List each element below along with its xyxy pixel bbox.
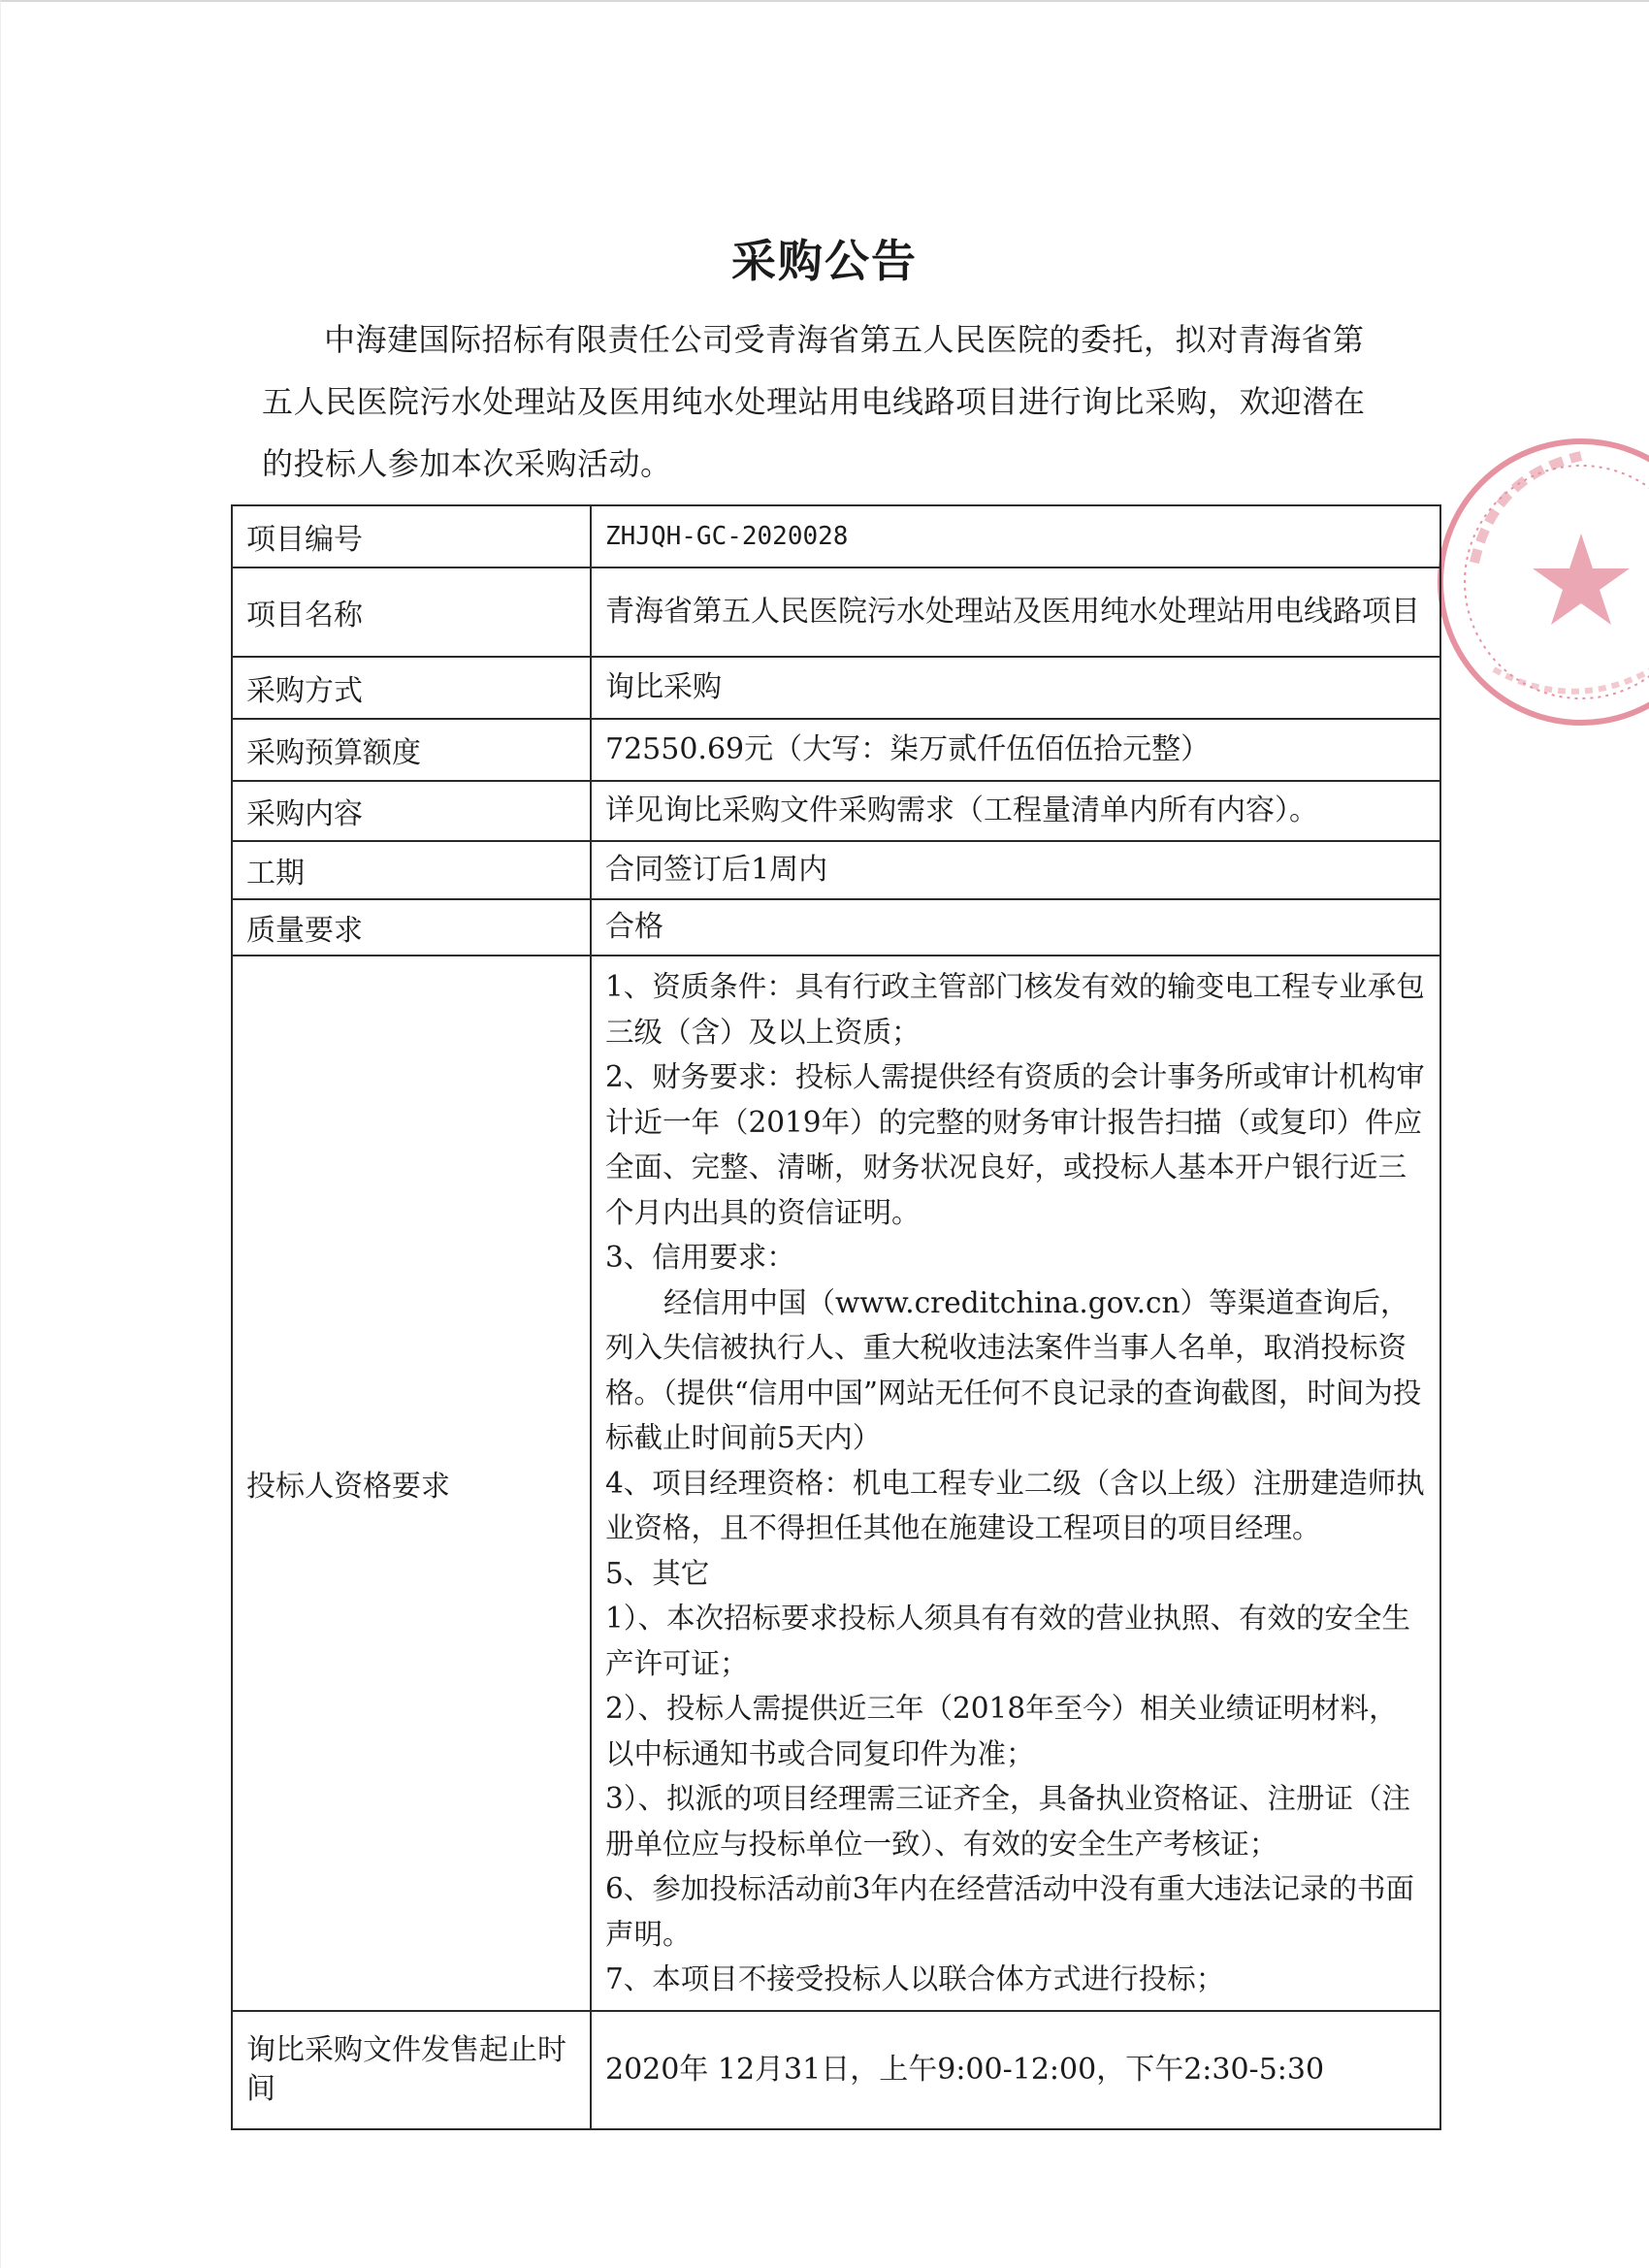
procurement-info-table — [231, 504, 1441, 2130]
row-label: 采购内容 — [232, 781, 591, 841]
requirement-item: 2）、投标人需提供近三年（2018年至今）相关业绩证明材料，以中标通知书或合同复印件为准； — [605, 1692, 1398, 1770]
document-title: 采购公告 — [731, 235, 918, 287]
table-row — [232, 956, 1440, 2011]
row-label: 项目编号 — [232, 505, 591, 567]
requirements-label: 投标人资格要求 — [232, 956, 591, 2011]
requirement-item: 2、财务要求：投标人需提供经有资质的会计事务所或审计机构审计近一年（2019年）的完整的财务审计报告扫描（或复印）件应全面、完整、清晰，财务状况良好，或投标人基本开户银行近三个月内出具的资信证明。 — [605, 1060, 1425, 1229]
row-label: 采购预算额度 — [232, 719, 591, 781]
sale-time-label: 询比采购文件发售起止时间 — [232, 2011, 591, 2129]
requirement-item: 6、参加投标活动前3年内在经营活动中没有重大违法记录的书面声明。 — [605, 1872, 1415, 1951]
table-row — [232, 2011, 1440, 2129]
table-row — [232, 781, 1440, 841]
procurement-content-value: 详见询比采购文件采购需求（工程量清单内所有内容）。 — [591, 781, 1440, 841]
requirement-item: 1）、本次招标要求投标人须具有有效的营业执照、有效的安全生产许可证； — [605, 1602, 1411, 1680]
table-row — [232, 841, 1440, 899]
requirements-cell — [591, 956, 1440, 2011]
table-row — [232, 657, 1440, 719]
requirement-item: 5、其它 — [605, 1556, 710, 1590]
table-row — [232, 719, 1440, 781]
row-label: 采购方式 — [232, 657, 591, 719]
duration-value: 合同签订后1周内 — [591, 841, 1440, 899]
procurement-method-value: 询比采购 — [591, 657, 1440, 719]
requirement-item: 4、项目经理资格：机电工程专业二级（含以上级）注册建造师执业资格，且不得担任其他在施建设工程项目的项目经理。 — [605, 1466, 1425, 1544]
quality-value: 合格 — [591, 899, 1440, 956]
requirement-item: 1、资质条件：具有行政主管部门核发有效的输变电工程专业承包三级（含）及以上资质； — [605, 970, 1425, 1049]
row-label: 工期 — [232, 841, 591, 899]
row-label: 项目名称 — [232, 567, 591, 657]
project-name-value: 青海省第五人民医院污水处理站及医用纯水处理站用电线路项目 — [591, 567, 1440, 657]
requirement-item: 7、本项目不接受投标人以联合体方式进行投标； — [605, 1962, 1225, 1995]
budget-value: 72550.69元（大写：柒万贰仟伍佰伍拾元整） — [591, 719, 1440, 781]
requirement-item: 3）、拟派的项目经理需三证齐全，具备执业资格证、注册证（注册单位应与投标单位一致）、有效的安全生产考核证； — [605, 1782, 1411, 1861]
row-label: 质量要求 — [232, 899, 591, 956]
table-row — [232, 567, 1440, 657]
requirement-item: 经信用中国（www.creditchina.gov.cn）等渠道查询后，列入失信被执行人、重大税收违法案件当事人名单，取消投标资格。（提供“信用中国”网站无任何不良记录的查询截图，时间为投标截止时间前5天内） — [605, 1285, 1422, 1454]
intro-paragraph: 中海建国际招标有限责任公司受青海省第五人民医院的委托，拟对青海省第五人民医院污水处理站及医用纯水处理站用电线路项目进行询比采购，欢迎潜在的投标人参加本次采购活动。 — [262, 321, 1366, 482]
project-number-value: ZHJQH-GC-2020028 — [591, 505, 1440, 567]
table-row — [232, 899, 1440, 956]
company-seal-stamp — [1436, 417, 1649, 747]
sale-time-value: 2020年 12月31日，上午9:00-12:00，下午2:30-5:30 — [591, 2011, 1440, 2129]
table-row — [232, 505, 1440, 567]
requirement-item: 3、信用要求： — [605, 1241, 795, 1274]
